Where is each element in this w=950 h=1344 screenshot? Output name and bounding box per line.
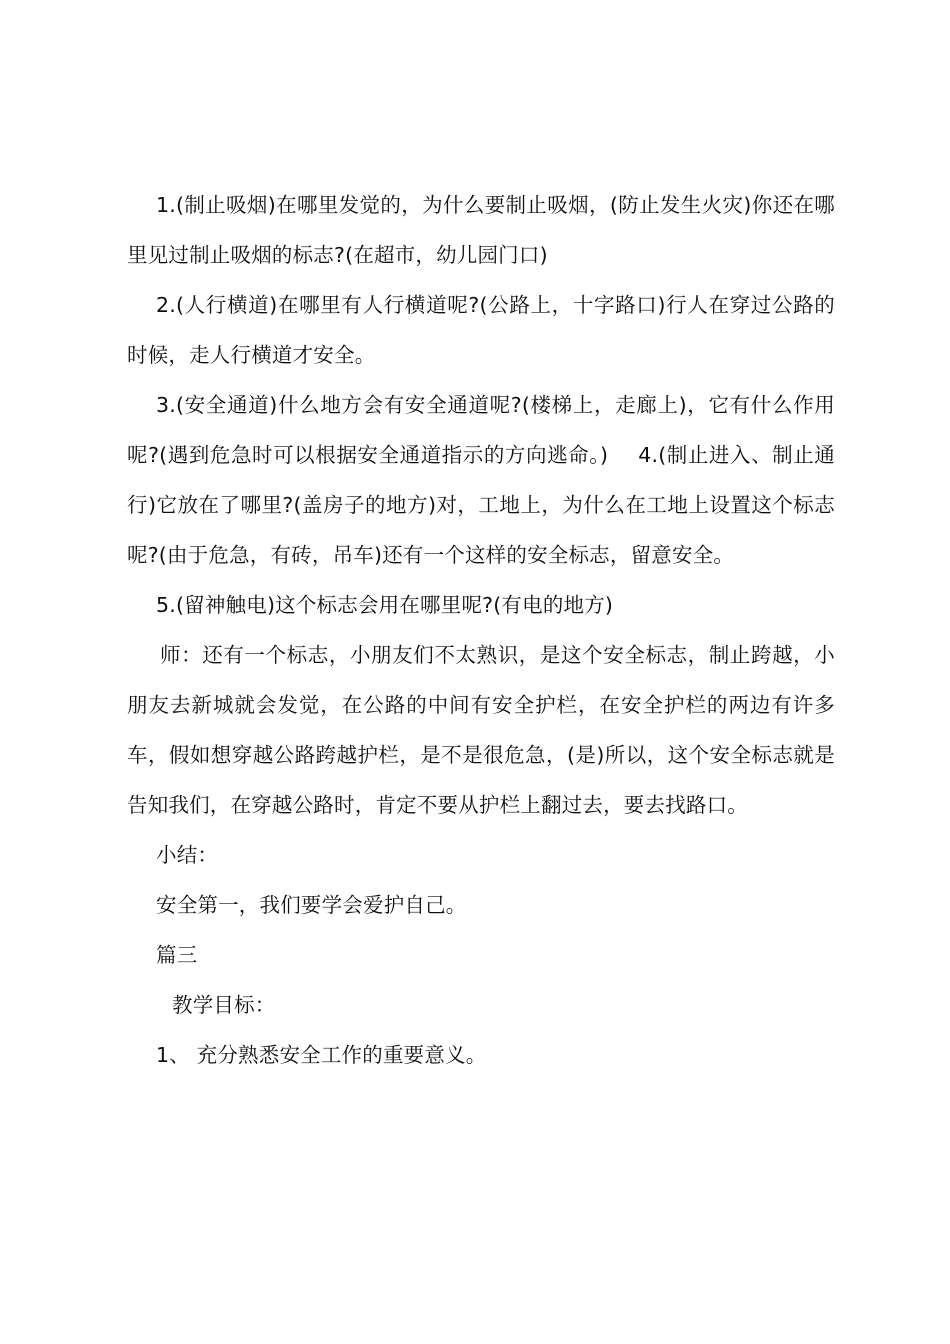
teaching-goal-item: 1、 充分熟悉安全工作的重要意义。	[156, 1043, 487, 1067]
paragraph-summary: 安全第一，我们要学会爱护自己。	[156, 893, 467, 917]
paragraph-no-entry: 4.(制止进入、制止通行)它放在了哪里?(盖房子的地方)对，工地上，为什么在工地上设置这个标志呢?(由于危急，有砖，吊车)还有一个这样的安全标志，留意安全。	[127, 443, 836, 567]
document-body	[127, 180, 835, 1080]
paragraph-electric-shock: 5.(留神触电)这个标志会用在哪里呢?(有电的地方)	[156, 593, 614, 617]
paragraph-no-smoking: 1.(制止吸烟)在哪里发觉的，为什么要制止吸烟，(防止发生火灾)你还在哪里见过制止吸烟的标志?(在超市，幼儿园门口)	[127, 193, 835, 267]
paragraph-safety-exit-and-no-entry	[127, 380, 835, 580]
paragraph-crosswalk: 2.(人行横道)在哪里有人行横道呢?(公路上，十字路口)行人在穿过公路的时候，走人行横道才安全。	[127, 293, 835, 367]
paragraph-teacher: 师：还有一个标志，小朋友们不太熟识，是这个安全标志，制止跨越，小朋友去新城就会发觉，在公路的中间有安全护栏，在安全护栏的两边有许多车，假如想穿越公路跨越护栏，是不是很危急，(是)所以，这个安全标志就是告知我们，在穿越公路时，肯定不要从护栏上翻过去，要去找路口。	[127, 643, 835, 817]
paragraph-summary-heading: 小结：	[156, 843, 219, 867]
paragraph-safety-exit: 3.(安全通道)什么地方会有安全通道呢?(楼梯上，走廊上)，它有什么作用呢?(遇到危急时可以根据安全通道指示的方向逃命。)	[127, 393, 835, 467]
teaching-goals-heading: 教学目标：	[172, 993, 276, 1017]
section-heading: 篇三	[156, 943, 198, 967]
